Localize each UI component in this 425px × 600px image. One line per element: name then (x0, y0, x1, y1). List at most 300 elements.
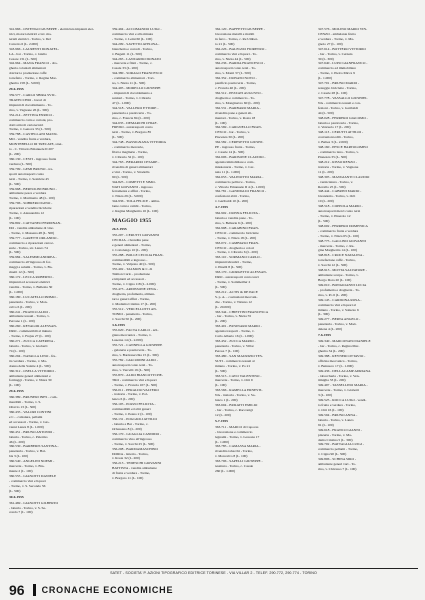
entry-line: autotrasporti conto terzi - To- (112, 362, 154, 367)
entry-line: trattoria - Torino, v. Vagnone (318, 164, 359, 169)
entry-line: verdura (L. 500) (9, 161, 33, 166)
entry-line: filati e maglierie - Torino, (112, 150, 149, 155)
entry-line: (L. 500) (9, 250, 21, 255)
entry-line: 356.131 - POGGIOLI ATTILIO (112, 417, 157, 422)
entry-line: 347.701 - BRUNO MARIO - (318, 81, 360, 86)
entry-line: - Torino, v. Peano 2 (L. 100) (112, 412, 152, 417)
entry-line: 360.451 - BRUNO ANTONIO - (9, 429, 55, 434)
entry-line: 363.170 - GIORGETTO ALESSAN- (215, 270, 267, 275)
entry-line: lenzo 6 (L. 200) (112, 397, 135, 402)
entry-line: 344.763 - BERARDO CESARE - (112, 159, 160, 164)
entry-line: v. Madama Cristina 17 (L. 200) (112, 301, 157, 306)
entry-line: mercerie - Torino, v. Orti 9 (215, 378, 253, 383)
entry-line: latteria e pasticceria - Torino, (318, 120, 359, 125)
entry-line: minuto - Torino, v. Saluzzo 6 (318, 307, 359, 312)
column-2 (112, 27, 212, 555)
entry-line: che - Torino, v. Tiziano 12 (215, 299, 252, 304)
entry-line: 344.209 - SAVETTO AVELINA - (112, 41, 160, 46)
entry-line: 10 (L. 200) (318, 199, 334, 204)
entry-line: minuto - Torino, v. Po 21 (215, 363, 251, 368)
entry-line: autotrasporti conto terzi - To- (215, 66, 257, 71)
entry-line: dotti articoli cartotecnici (9, 122, 44, 127)
entry-line: Talmon Carlo - produzione (112, 272, 150, 277)
entry-line: 356.208 - BARMAMASCHINO (112, 446, 158, 451)
entry-line: Perrone 1 (L. 100) (9, 319, 35, 324)
entry-line: panetteria - Torino, v. Bal- (9, 449, 46, 454)
entry-line: legnami - Torino, v. Lessona 17 (215, 434, 260, 439)
entry-line: - lavorazione e commercio (215, 429, 253, 434)
entry-line: 356.213 - TEDESCHI GIOVANNI (112, 461, 162, 466)
entry-line: commestibili ed altri generi (112, 407, 151, 412)
entry-line: 347.614 - BOTTERO VITTORIO (318, 46, 366, 51)
date-heading: 4-7-1955 (215, 205, 228, 210)
entry-line: v. Cottolengo 10 (L. 200) (112, 247, 148, 252)
entry-line: 344.518 - VALLERO ETTORE - (112, 105, 159, 110)
entry-line: rino, c. Francia 84 (L. 200) (112, 115, 150, 120)
entry-line: rino, v. Chivasso 7 (L. 100) (318, 467, 357, 472)
entry-line: gina Margherita 14 (L. 100) (318, 248, 358, 253)
entry-line: c. Francia 40 (L. 200) (215, 86, 246, 91)
entry-line: 363.515 - CAVO VALENTINO - (215, 373, 262, 378)
printer-footer (9, 568, 418, 575)
entry-line: 363.480 - SAN MAURIZIO TES- (215, 353, 263, 358)
entry-line: (L. 1.000) (9, 289, 24, 294)
entry-line: - bar - Torino, v. Nizza 55 (215, 314, 252, 319)
entry-line: 347.778 - VASSALLO GIUSEPPI- (318, 95, 368, 100)
entry-line: 360.241 - FRANCO ALDO - (9, 309, 51, 314)
entry-line: teriali elettrici - Torino, v. Del (9, 36, 51, 41)
entry-line: v. Cibrario 32 (L. 100) (112, 154, 144, 159)
entry-line: 91 (L. 100) (318, 422, 334, 427)
entry-line: 349.497 - TASSELLINO MARIA - (318, 383, 368, 388)
entry-line: 344.936 - TOLA FELICE - ambu- (112, 199, 160, 204)
footer-divider-bar (33, 584, 36, 596)
entry-line: 363.604 - BURATTI EMILIO (215, 403, 258, 408)
column-4 (318, 27, 418, 555)
entry-line: commercio vino all'ingrosso (112, 436, 152, 441)
entry-line: bis 3 (L. 100) (9, 454, 29, 459)
entry-line: c. Casale 14 (L. 500) (215, 150, 245, 155)
entry-line: 363.212 - ACTIS & DE PACE (215, 289, 258, 294)
entry-line: Perosa 7 (L. 100) (215, 348, 240, 353)
entry-line: 348.775 - GALLINO GIOVANNI (318, 238, 366, 243)
entry-line: 355.721 - CANNELLA GIUSEPPE (112, 343, 163, 348)
entry-line: CESCO - bar - Torino, v. (215, 130, 250, 135)
entry-line: 363.072 - CAMBIASO FRAN- (215, 240, 260, 245)
entry-line: 360.294 - NATALLA LINO - fru- (9, 353, 57, 358)
entry-line: Revello 25 (L. 500) (318, 184, 346, 189)
entry-line: tari e generi affini - Torino, (112, 296, 151, 301)
entry-line: noleggio biciclette - Torino, (318, 86, 357, 91)
entry-line: 355.207 - CERUTTI GIOVANNI (112, 232, 160, 237)
entry-line: Piacenza 30 (L. 200) (215, 135, 245, 140)
entry-line: 360.312 - OSELLA VITTORIO - (9, 368, 56, 373)
entry-line: commercio vini e liquori al (318, 302, 357, 307)
entry-line: 355.620 - FACTA CARLO - arti- (112, 328, 159, 333)
entry-line: v. Sacchi 50 (L. 200) (112, 316, 142, 321)
entry-line: (L. 200) (9, 152, 21, 157)
entry-line: 348.913 - MOTTA SALVATORE - (318, 268, 367, 273)
entry-line: panetteria e pasticceria - To- (112, 110, 152, 115)
entry-line: Carretto 6 (L. 2.000) (9, 41, 39, 46)
entry-line: ambulante tessuti - Torino, v. (9, 314, 50, 319)
entry-line: 347.576 - MOLINO MARIO VIN- (318, 27, 368, 31)
entry-line: formaggi - Torino, v. Nizza 30 (9, 378, 52, 383)
entry-line: v. Rosta 32 (L. 200) (112, 456, 140, 461)
entry-line: commercio ed immobiliare (318, 66, 356, 71)
entry-line: Torino, v. Alessandria 12 (9, 211, 44, 216)
entry-line: - Torino, v. Nizza 18 (L. 200) (215, 235, 257, 240)
entry-line: 349.525 - ROCCA LUIGI - vendi- (318, 398, 367, 403)
entry-line: commercio all'ingrosso di for- (9, 260, 52, 265)
entry-line: 359.796 - SOBRERO IGINO - (9, 201, 53, 206)
entry-line: - Torino, v. Nizza 65 (L. 100) (318, 233, 360, 238)
entry-line: rino, v. Monti 37 (L. 500) (215, 71, 251, 76)
entry-line: commestibili e ingrosso - (112, 257, 148, 262)
entry-line: DRO - commestibili al minuto (9, 329, 52, 334)
entry-line: rino, v. Nizza 44 (L. 500) (215, 56, 251, 61)
entry-line: 344.635 - DEMARCHI CHIAF- (112, 120, 158, 125)
entry-line: torrefatto - Torino, c. Regina Mar- (9, 76, 57, 81)
entry-line: 362.569 - CARGNELLO FRAN- (215, 125, 262, 130)
entry-line: CESCO - commercio biciclette (215, 230, 259, 235)
entry-line: (L. 500) (112, 135, 124, 140)
entry-line: 3 (L. 100) (318, 393, 333, 398)
page-footer (9, 582, 418, 598)
entry-line: commercio pellicce - Torino, (215, 179, 256, 184)
entry-line: e impianti ed accessori - (112, 277, 146, 282)
entry-line: 349.340 - MARCONATO DANIELE (318, 339, 371, 344)
entry-line: autotrasporti merci conto terzi (318, 209, 361, 214)
entry-line: 349.436 - DELLACAMP ADRIANA (318, 368, 371, 373)
entry-line: 74 (L. 100) (9, 348, 25, 353)
entry-line: 359.968 - BERTOLINI BRUNO - (9, 186, 57, 191)
entry-line: - Torino, v. Pietro Micca 9 (318, 71, 355, 76)
entry-line: 363.452 - ZUCCA MARIO - (215, 339, 256, 344)
entry-line: impianti di riscaldamento - To- (9, 102, 53, 107)
entry-line: dalena 4 (L. 200) (318, 327, 343, 332)
entry-line: Torino, v. Valprato 40 (L. 500) (112, 262, 155, 267)
entry-line: PE - ingrosso frutta - Torino, (215, 145, 256, 150)
entry-line: 359.494 - ACCOMANDO LUIGI - (112, 27, 162, 31)
entry-line: mercerie - Torino, v. Gioberti (318, 388, 360, 393)
entry-line: rino, v. Po 6 (L. 200) (318, 292, 348, 297)
entry-line: 363.785 - CAMASSA MARIA - (215, 444, 261, 449)
entry-line: 362.512 - PEZZATI AUGUSTO - (215, 90, 263, 95)
entry-line: (L. 500) (215, 368, 227, 373)
entry-line: (L. 100) (9, 383, 21, 388)
entry-line: commercio vini e liquori - To- (215, 51, 258, 56)
entry-line: - Torino, v. S. Secondo 56 (9, 483, 46, 488)
entry-line: (L. 1.000) (318, 76, 333, 81)
entry-line: terzi - Torino, v. Borgaro 85 (112, 130, 152, 135)
entry-line: - Torino, v. Frejus 27 (L. 100) (9, 334, 51, 339)
date-heading: 3-6-1955 (112, 322, 125, 327)
entry-line: 348.602 - FERRERO DOMENICA (318, 223, 368, 228)
entry-line: 360.530 - BARBERIS SANTINA - (9, 444, 59, 449)
entry-line: 348.113 - CERUTTI ATTILIO - (318, 130, 364, 135)
entry-line: rino, v. Vercelli 19 (L. 500) (112, 367, 151, 372)
entry-line: 360.555 - GIANOTTI DANIELE (9, 473, 57, 478)
entry-line: gherita 158 (L. 3.000) (9, 81, 40, 86)
entry-line: 363.796 - SAPELLI GIUSEPPE - (215, 459, 263, 464)
entry-line: rino, v. Vagnone 26 (L. 300) (9, 107, 49, 112)
column-1 (9, 27, 109, 555)
entry-line: confezioni abiti - Torino, (215, 194, 250, 199)
entry-line: 359.802 - CATTANEO FERDINAN- (9, 220, 62, 225)
entry-line: 343.966 - LAURENTI DONATEL- (9, 46, 60, 51)
entry-line: - impianti di riscaldamento e (112, 90, 153, 95)
entry-line: 362.998 - CARABINO FRAN- (215, 225, 260, 230)
entry-line: v. Bagetti 11 (L. 500) (112, 51, 142, 56)
entry-line: - mercerie - Torino, c. Re- (318, 243, 355, 248)
entry-line: - Torino, c. Francia 107 (L. 500) (112, 382, 158, 387)
entry-line: 355.782 - GIACOMINI ALDO - (112, 358, 158, 362)
entry-line: 349.594 - BRUNO ANNA - (318, 412, 358, 417)
entry-line: 362.606 - BARISONE CLAUDIO - (215, 154, 266, 159)
entry-line: 30 (L. 300) (318, 56, 334, 61)
entry-line: v. Cigna 90 (L. 500) (318, 452, 347, 457)
entry-line: 362.781 - GANDIGLIO FRANCO - (215, 189, 267, 194)
entry-line: 47 (L. 1.000) (112, 100, 131, 105)
entry-line: 355.473 - ARDISSONE ZENA - (112, 287, 158, 292)
entry-line: missionaria - Torino, v. Cer- (215, 164, 255, 169)
entry-line: 362.226 - BALEGNO FIORENZO - (215, 46, 267, 51)
entry-line: ambulante pesce e verdura (9, 191, 47, 196)
entry-line: v. Pinelli 8 (L. 500) (215, 265, 243, 270)
entry-line: NATI GIOVANNI - ingrosso (112, 184, 153, 189)
entry-line: 360.435 - VALORI CONTINI (9, 409, 52, 414)
entry-line: 355.288 - BOLLE CECILIA FRAN- (112, 252, 164, 257)
entry-line: 359.799 - GEMI BRUNO - tra- (9, 166, 54, 171)
entry-line: 341.966 - OSTENGO GIUSEPPE - elettricista impianti elet- (9, 27, 94, 31)
entry-line: 349.010 - BONGIOANNI LUCIA (318, 282, 367, 287)
entry-line: agenzia trasporti - Torino, v. (215, 329, 255, 334)
entry-line: S. p. A. - costruzioni meccani- (215, 294, 258, 299)
entry-line: agenzia immobiliare e com- (215, 159, 255, 164)
entry-line: 362.531 - BARBARO MARIA - (215, 105, 261, 110)
entry-line: impianti ed accessori elettrici (9, 280, 51, 285)
entry-line: v. Orti 16 (L. 100) (318, 407, 344, 412)
entry-line: 348.444 - CABRINI MARIO - (318, 189, 362, 194)
entry-line: v. Sacchi 12 (L. 500) (318, 263, 348, 268)
entry-line: 342.964 - MANA FRANCO - dro- (9, 61, 58, 66)
entry-line: 359.577 - CARLO SBIRA SVIC- (9, 92, 57, 97)
entry-line: (L. 500) (9, 488, 21, 493)
entry-line: CECILIA - rivendita pane (112, 237, 149, 242)
entry-line: TRO - commercio vini e liquori (112, 377, 157, 382)
entry-line: - commercio vini e liquori (9, 478, 46, 483)
entry-line: latteria e vendita pane - To- (215, 216, 254, 221)
entry-line: 348.160 - PESCE BARTOLOMEO (318, 145, 368, 150)
entry-line: 361.469 - GIANOTTI GILBERTO (9, 500, 59, 505)
entry-line: v. Beinasco 17 (L. 1.000) (318, 363, 354, 368)
entry-line: panetteria - Torino, v. Mad- (318, 322, 357, 327)
entry-line: drogheria e commercio - To- (215, 95, 256, 100)
entry-line: Casale 33 (L. 200) (112, 66, 139, 71)
entry-line: (L. 20.000) (215, 304, 231, 309)
entry-line: - profumeria e drogheria - To- (318, 287, 360, 292)
entry-line: DRO - autotrasporti conto terzi (215, 275, 259, 280)
entry-line: - commercio mercerie, (112, 145, 144, 150)
entry-line: 362.582 - CERESETTO GIUSEP- (215, 140, 264, 145)
entry-line: drogheria, profumeria, alimen- (112, 292, 156, 297)
entry-line: 348.818 - CROCE NATALINA - (318, 253, 365, 258)
entry-line: 260 (L. 1.000) (215, 469, 236, 474)
entry-line: riparazioni e vendita biciclette (9, 206, 52, 211)
entry-line: v. Borgaro 11 (L. 100) (112, 476, 144, 481)
entry-line: 344.748 - BASSIGNANA VITTORIA (112, 140, 167, 145)
entry-line: rino, v. Bellezia 6 (L. 200) (215, 220, 253, 225)
entry-line: - Torino, v. Sommeiller 2 (215, 280, 251, 285)
entry-line: 12 (L. 200) (215, 412, 231, 417)
entry-line: - mercerie e filati - Torino, c. (112, 61, 153, 66)
entry-line: TONIO - panetteria - Torino, (112, 311, 153, 316)
entry-line: lante carni e cambi - Torino, (112, 204, 152, 209)
entry-line: Pianezza 35 (L. 500) (318, 154, 348, 159)
entry-line: Orbassano 8 (L. 200) (112, 426, 142, 431)
entry-line: 349.277 - BERTA ANGELO - (318, 317, 361, 322)
entry-line: (L. 500) (318, 218, 330, 223)
entry-line: (L. 500) (9, 181, 21, 186)
entry-line: (L. 1.000) (215, 439, 230, 444)
entry-line: naia 11 (L. 1.000) (215, 169, 241, 174)
entry-line: 359.777 - GARETTI ORLANDO - (9, 235, 59, 240)
entry-line: Carlo Alberto 16 (L. 1.000) (215, 334, 254, 339)
entry-line: SUTI - commercio tessuti al (215, 358, 255, 363)
entry-line: 349.618 - FRANCO GIANNI - (318, 427, 362, 432)
entry-line: to 21 (L. 500) (215, 41, 235, 46)
entry-line: no, v. Nizza 11 (L. 500) (112, 81, 146, 86)
entry-line: sanitari - Torino, v. Cibrario (112, 95, 152, 100)
entry-line: commercio e riparazioni carroz- (9, 240, 54, 245)
entry-line: terzi - Torino, v. Sestrière 45 (9, 176, 49, 181)
entry-line: CESCO - drogheria e colori (215, 245, 255, 250)
entry-line: 359.788 - CASTELLANI MASSI- (9, 132, 58, 137)
entry-line: fezioni - Torino, v. Garibaldi (318, 105, 359, 110)
entry-line: 90 (L. 500) (112, 174, 128, 179)
entry-line: rino, v. Bardonecchia 15 (L. 300) (112, 353, 159, 358)
entry-line: - commercio lana - Torino, v. (318, 150, 359, 155)
entry-line: - latteria e Bar - Torino, c. (112, 421, 149, 426)
date-heading: 26-5-1955 (112, 227, 127, 232)
entry-line: maggi e salumi - Torino, v. Ba- (9, 265, 53, 270)
entry-line: mercerie - Torino, v. Bra- (9, 464, 45, 469)
entry-line: vanni Lanza 8 (L. 1.000) (9, 424, 44, 429)
entry-line: - Torino, v. Sacchi 25 (L. 500) (112, 441, 155, 446)
entry-line: 356.170 - GUAGLIA CANDIDO - (112, 431, 162, 436)
column-3 (215, 27, 315, 555)
entry-line: (L. 100) (215, 383, 227, 388)
entry-line: CENZO - ambulante frutta (318, 31, 356, 36)
entry-line: giana meccanica - Torino, v. (112, 333, 152, 338)
page-number: 96 (9, 582, 25, 598)
entry-line: lavorazione metalli e mobili (215, 31, 255, 36)
entry-line: 362.902 - DONNA FELICITA - (215, 211, 260, 216)
entry-line: 362.352 - DONATO NOVO - (215, 76, 257, 81)
entry-line: (L. 100) (215, 120, 227, 125)
entry-line: Borgo Dora 20 (L. 100) (318, 278, 352, 283)
entry-line: latteria - Torino, c. Palermo (9, 434, 48, 439)
entry-line: gnolo 27 (L. 100) (318, 41, 343, 46)
entry-line: 349.388 - REYNERI OTTAVIO - (318, 353, 366, 358)
entry-line: (L. 200) (215, 319, 227, 324)
entry-line: - bar - Torino, v. Cernaia (318, 51, 353, 56)
entry-line: - bar - Torino, c. Racconigi (215, 407, 253, 412)
entry-line: gherita 34 (L. 200) (318, 348, 345, 353)
entry-line: sporti autotrasporti conto (9, 171, 45, 176)
entry-line: rivendita di generi alimentari (112, 164, 153, 169)
entry-line: ambulante generi vari - To- (318, 462, 357, 467)
entry-line: 44 (L. 500) (318, 110, 334, 115)
entry-line: Cesare 131 (L. 500) (9, 56, 37, 61)
entry-line: 347.640 - LUPO GIANFRANCO - (318, 61, 368, 66)
entry-line: v. Baltea 3 (L. 2.000) (318, 140, 348, 145)
entry-line: DORIA - latteria - Torino, (112, 451, 149, 456)
publication-title: CRONACHE ECONOMICHE (41, 585, 174, 595)
entry-line: 360.389 - BRUNERI INES - com- (9, 395, 58, 400)
entry-line: ed accessori - Torino, v. Gio- (9, 419, 50, 424)
entry-line: panetteria - Torino, v. Villar (215, 344, 254, 348)
entry-line: Torino, v. Martinetto 48 (L. 100) (9, 196, 55, 201)
entry-line: biancheria e corredi - Torino, (112, 46, 153, 51)
entry-line: officina meccanica - Torino, (318, 358, 358, 363)
entry-line: DO - vendita ambulante di vino (9, 225, 54, 230)
entry-line: - verniciatura - Torino, v. (318, 179, 353, 184)
entry-line: NA - trattoria - Torino, v. Sa- (215, 393, 256, 398)
entry-line: commercio vini e alla minuta (112, 31, 154, 36)
entry-line: - gelateria e pasticceria - To- (112, 348, 152, 353)
entry-line: 11 (L. 200) (318, 169, 334, 174)
entry-line: (L. 300) (318, 312, 330, 317)
entry-line: panificio pasticceria - Torino, (215, 81, 257, 86)
entry-line: ambulante generi alimentari e (9, 373, 51, 378)
entry-line: 360.172 - LECCA ROBERTO - (9, 275, 54, 280)
entry-line: 355.870 - ALDO BIANCOTTI PIE- (112, 372, 163, 377)
entry-line: latteria - Torino, v. Lanzo (318, 417, 354, 422)
entry-line: 362.653 - VALINOTTO MARIA - (215, 174, 264, 179)
entry-line: v. Garibaldi 10 (L. 200) (215, 199, 249, 204)
entry-line: MONTEBELLO DI TRECATE, stret- (9, 142, 63, 147)
entry-line: ambulante scarpe - Torino, v. (318, 273, 359, 278)
entry-line: tta verdura - Torino, v. Ma- (9, 358, 47, 363)
entry-line: ferramenta e affini - Torino, (112, 189, 151, 194)
date-heading: 30-6-1955 (9, 494, 24, 499)
entry-line: - trattoria - Torino, v. Pol- (112, 392, 149, 397)
entry-line: - tabaccheria - Torino, v. Ven- (318, 373, 360, 378)
entry-line: 355.402 - TALMON & C. di (112, 267, 153, 272)
entry-line: TRAVECCHIO - lavori di (9, 97, 46, 102)
date-heading: 7-6-1955 (318, 333, 331, 338)
entry-line: 349.702 - BATTAGLIA LUIGI - (318, 442, 364, 447)
entry-line: NA - commercio tessuti e con- (318, 100, 361, 105)
entry-line: 348.518 - COPPOLA MARIO - (318, 204, 363, 209)
entry-line: 46 (L. 200) (9, 439, 25, 444)
entry-line: Torino, v. Genova 33 (L. 500) (9, 127, 51, 132)
entry-line: torrefazione caffè - Torino, (318, 258, 356, 263)
entry-line: (L. 100) (9, 216, 21, 221)
entry-line: e C. - calzature, pellami (9, 414, 43, 419)
entry-line: commercio carta e cartoni, pro- (9, 117, 53, 122)
entry-line: tessitura - Torino, c. Casale (215, 464, 254, 469)
entry-line: 359.984 - SALEMMI ANDREA - (9, 255, 57, 260)
entry-line: v. Moncalvo 8 (L. 100) (215, 454, 248, 459)
entry-line: lavanderia - Torino, v. Orti (318, 194, 356, 199)
entry-line: - bar - Torino, c. Regina Mar- (318, 344, 360, 348)
entry-line: mentari - Torino, v. Rosta 18 (215, 115, 256, 120)
entry-line: to - C. Vittorio Emanuele II 207 (9, 147, 54, 152)
entry-line: 360.130 - CESTI - ingrosso frutta (9, 156, 57, 161)
